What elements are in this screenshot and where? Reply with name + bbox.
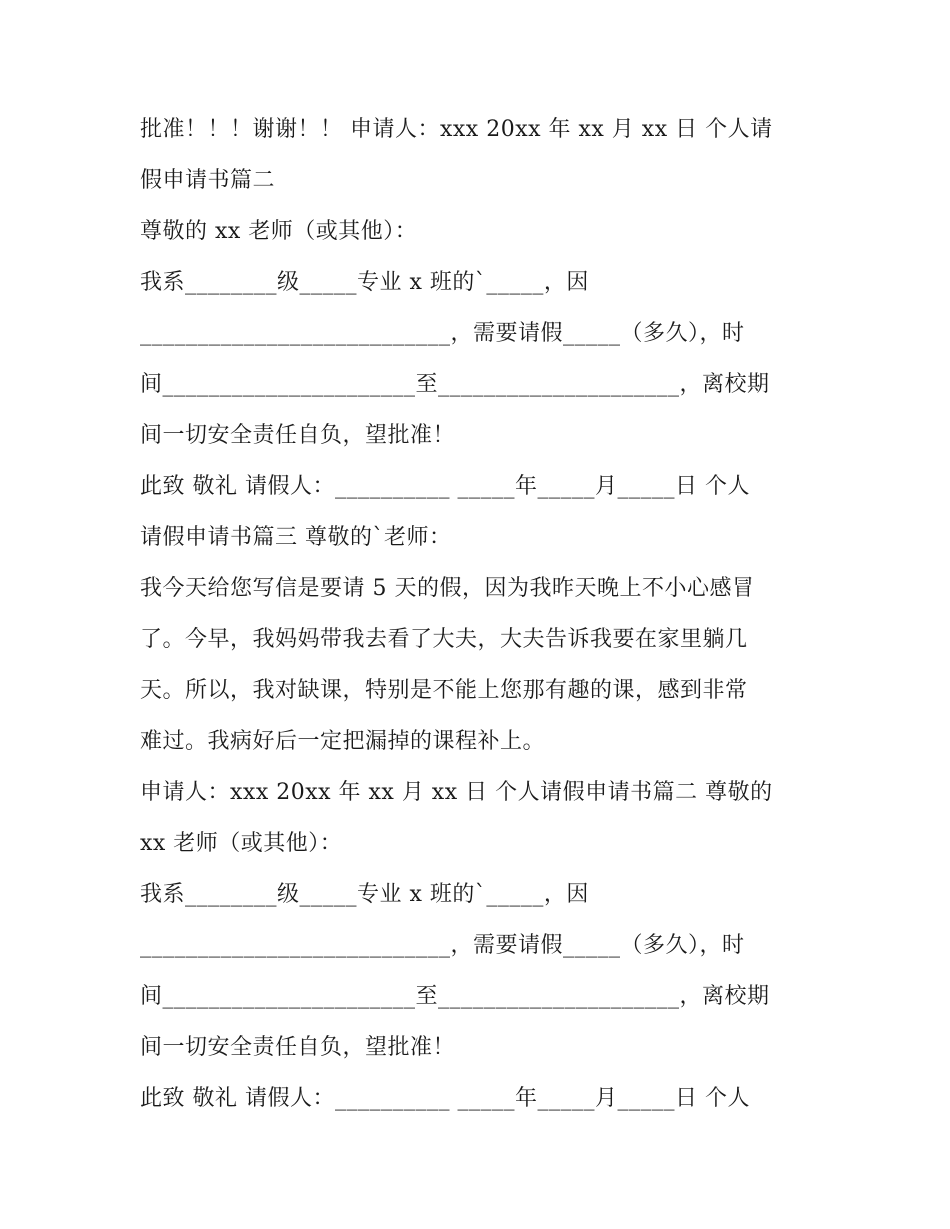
- text-line: 尊敬的 xx 老师（或其他）：: [140, 219, 418, 244]
- text-line: 假申请书篇二: [140, 168, 276, 193]
- text-line: 批准！！！谢谢！！ 申请人：xxx 20xx 年 xx 月 xx 日 个人请: [140, 117, 773, 142]
- text-line: xx 老师（或其他）：: [140, 831, 343, 856]
- text-line: 间______________________至_____________________，离校期: [140, 984, 770, 1009]
- text-line: 间一切安全责任自负，望批准！: [140, 423, 456, 448]
- text-line: 此致 敬礼 请假人：__________ _____年_____月_____日 个人: [140, 474, 750, 499]
- text-line: 间一切安全责任自负，望批准！: [140, 1035, 456, 1060]
- text-line: ___________________________，需要请假_____（多久），时: [140, 321, 745, 346]
- text-line: ___________________________，需要请假_____（多久），时: [140, 933, 745, 958]
- text-line: 了。今早，我妈妈带我去看了大夫，大夫告诉我要在家里躺几: [140, 627, 748, 652]
- text-line: 间______________________至_____________________，离校期: [140, 372, 770, 397]
- text-line: 我今天给您写信是要请 5 天的假，因为我昨天晚上不小心感冒: [140, 576, 755, 601]
- text-line: 天。所以，我对缺课，特别是不能上您那有趣的课，感到非常: [140, 678, 748, 703]
- text-line: 申请人：xxx 20xx 年 xx 月 xx 日 个人请假申请书篇二 尊敬的: [140, 780, 773, 805]
- text-line: 请假申请书篇三 尊敬的`老师：: [140, 525, 452, 550]
- text-line: 难过。我病好后一定把漏掉的课程补上。: [140, 729, 546, 754]
- text-line: 我系________级_____专业 x 班的`_____，因: [140, 270, 589, 295]
- text-line: 此致 敬礼 请假人：__________ _____年_____月_____日 个人: [140, 1086, 750, 1111]
- text-line: 我系________级_____专业 x 班的`_____，因: [140, 882, 589, 907]
